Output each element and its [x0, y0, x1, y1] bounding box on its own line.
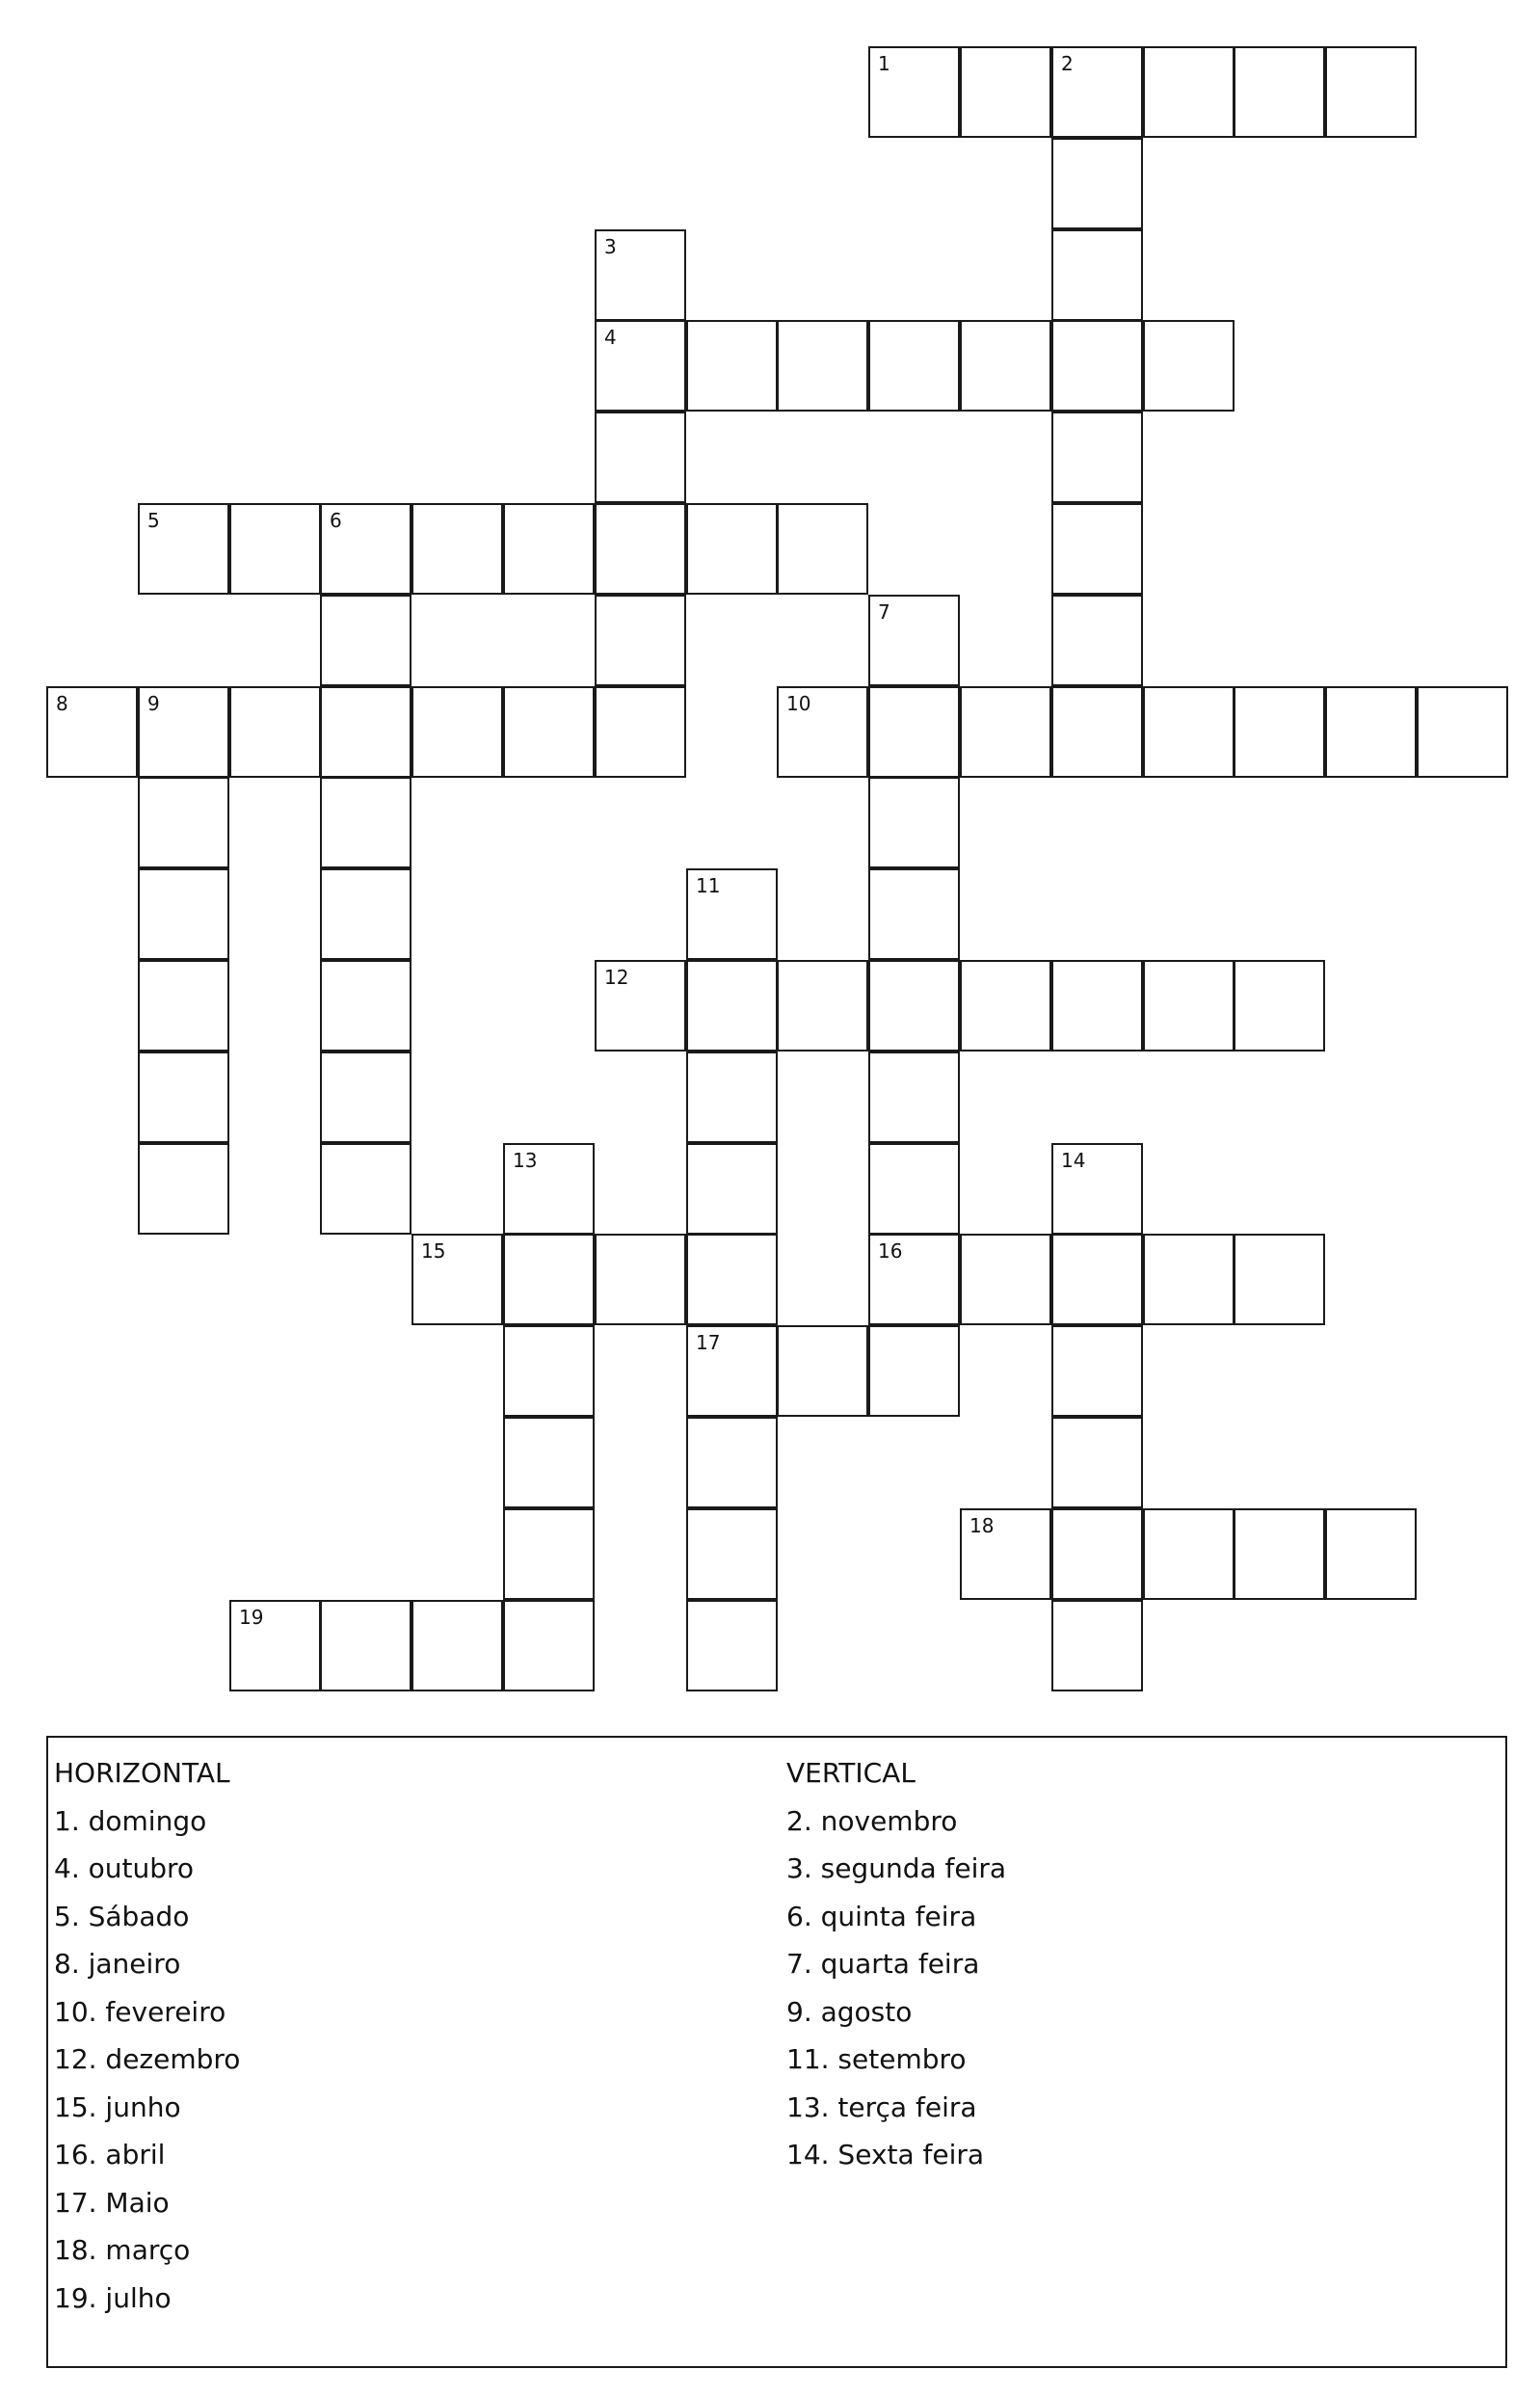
clue-number: 1: [878, 52, 890, 75]
vertical-clue: 6. quinta feira: [786, 1900, 977, 1932]
crossword-cell[interactable]: [1051, 1600, 1143, 1691]
crossword-cell[interactable]: [1143, 320, 1235, 412]
crossword-cell[interactable]: [777, 320, 868, 412]
crossword-cell[interactable]: [320, 1052, 412, 1143]
crossword-cell[interactable]: [138, 960, 229, 1052]
crossword-cell[interactable]: [1051, 1417, 1143, 1508]
crossword-cell[interactable]: [138, 686, 229, 778]
crossword-cell[interactable]: [1051, 412, 1143, 503]
crossword-cell[interactable]: [595, 412, 686, 503]
crossword-cell[interactable]: [1325, 1508, 1417, 1600]
crossword-cell[interactable]: [229, 503, 321, 595]
crossword-cell[interactable]: [868, 777, 960, 868]
crossword-cell[interactable]: [868, 1143, 960, 1235]
crossword-cell[interactable]: [777, 960, 868, 1052]
clue-number: 13: [513, 1149, 538, 1172]
crossword-cell[interactable]: [503, 1234, 595, 1325]
crossword-cell[interactable]: [868, 1052, 960, 1143]
horizontal-clue: 17. Maio: [54, 2186, 170, 2219]
clue-number: 18: [969, 1514, 995, 1537]
crossword-cell[interactable]: [1325, 46, 1417, 138]
crossword-cell[interactable]: [46, 686, 138, 778]
vertical-clue: 7. quarta feira: [786, 1948, 980, 1980]
crossword-cell[interactable]: [503, 686, 595, 778]
crossword-cell[interactable]: [868, 1234, 960, 1325]
crossword-cell[interactable]: [868, 46, 960, 138]
crossword-cell[interactable]: [686, 1600, 778, 1691]
horizontal-clue: 10. fevereiro: [54, 1995, 226, 2028]
crossword-cell[interactable]: [138, 868, 229, 960]
crossword-cell[interactable]: [960, 1508, 1051, 1600]
crossword-cell[interactable]: [1051, 1325, 1143, 1417]
crossword-cell[interactable]: [595, 595, 686, 686]
crossword-cell[interactable]: [1051, 46, 1143, 138]
crossword-cell[interactable]: [777, 1325, 868, 1417]
crossword-cell[interactable]: [229, 686, 321, 778]
clue-number: 19: [239, 1606, 264, 1629]
horizontal-clue: 18. março: [54, 2234, 191, 2266]
crossword-cell[interactable]: [777, 503, 868, 595]
clue-number: 6: [330, 509, 342, 532]
clue-number: 7: [878, 600, 890, 624]
clue-number: 4: [604, 326, 617, 349]
vertical-clue: 9. agosto: [786, 1995, 913, 2028]
crossword-cell[interactable]: [1051, 686, 1143, 778]
clue-number: 15: [421, 1239, 446, 1263]
vertical-clue: 13. terça feira: [786, 2090, 977, 2123]
crossword-cell[interactable]: [1143, 686, 1235, 778]
crossword-cell[interactable]: [868, 686, 960, 778]
crossword-cell[interactable]: [686, 1508, 778, 1600]
clue-number: 5: [147, 509, 160, 532]
horizontal-clue: 1. domingo: [54, 1804, 207, 1837]
crossword-cell[interactable]: [960, 1234, 1051, 1325]
clue-number: 12: [604, 966, 629, 989]
crossword-cell[interactable]: [777, 686, 868, 778]
clue-number: 2: [1061, 52, 1074, 75]
crossword-cell[interactable]: [1051, 320, 1143, 412]
crossword-cell[interactable]: [1143, 1508, 1235, 1600]
crossword-cell[interactable]: [1234, 1234, 1325, 1325]
vertical-clue: 2. novembro: [786, 1804, 958, 1837]
crossword-cell[interactable]: [686, 320, 778, 412]
crossword-cell[interactable]: [960, 320, 1051, 412]
crossword-cell[interactable]: [1051, 1234, 1143, 1325]
crossword-cell[interactable]: [229, 1600, 321, 1691]
horizontal-clue: 5. Sábado: [54, 1900, 190, 1932]
clue-number: 3: [604, 235, 617, 258]
crossword-cell[interactable]: [320, 960, 412, 1052]
crossword-cell[interactable]: [868, 960, 960, 1052]
crossword-cell[interactable]: [686, 1325, 778, 1417]
crossword-cell[interactable]: [412, 1234, 503, 1325]
vertical-clue: 3. segunda feira: [786, 1852, 1007, 1884]
crossword-cell[interactable]: [138, 503, 229, 595]
crossword-cell[interactable]: [595, 229, 686, 321]
crossword-cell[interactable]: [320, 777, 412, 868]
crossword-cell[interactable]: [1234, 686, 1325, 778]
crossword-cell[interactable]: [686, 1417, 778, 1508]
crossword-cell[interactable]: [686, 503, 778, 595]
crossword-cell[interactable]: [1051, 1508, 1143, 1600]
crossword-cell[interactable]: [503, 503, 595, 595]
crossword-cell[interactable]: [686, 868, 778, 960]
crossword-cell[interactable]: [503, 1143, 595, 1235]
crossword-cell[interactable]: [686, 1234, 778, 1325]
crossword-cell[interactable]: [686, 1052, 778, 1143]
crossword-cell[interactable]: [320, 868, 412, 960]
crossword-cell[interactable]: [138, 1143, 229, 1235]
crossword-cell[interactable]: [686, 960, 778, 1052]
crossword-cell[interactable]: [138, 777, 229, 868]
crossword-cell[interactable]: [1143, 1234, 1235, 1325]
vertical-clues: [786, 1749, 1006, 2179]
crossword-cell[interactable]: [503, 1325, 595, 1417]
crossword-cell[interactable]: [320, 595, 412, 686]
vertical-clue: 11. setembro: [786, 2043, 967, 2075]
crossword-cell[interactable]: [595, 1234, 686, 1325]
clues-box: [46, 1736, 1507, 2368]
crossword-cell[interactable]: [595, 320, 686, 412]
crossword-cell[interactable]: [1051, 229, 1143, 321]
crossword-cell[interactable]: [1234, 960, 1325, 1052]
clue-number: 10: [786, 692, 811, 715]
clue-number: 17: [696, 1331, 721, 1354]
crossword-cell[interactable]: [1234, 1508, 1325, 1600]
crossword-cell[interactable]: [1143, 960, 1235, 1052]
horizontal-clue: 19. julho: [54, 2281, 172, 2314]
crossword-cell[interactable]: [320, 503, 412, 595]
clue-number: 14: [1061, 1149, 1086, 1172]
vertical-heading: VERTICAL: [786, 1757, 916, 1789]
horizontal-clue: 8. janeiro: [54, 1948, 181, 1980]
crossword-cell[interactable]: [412, 686, 503, 778]
crossword-cell[interactable]: [1143, 46, 1235, 138]
crossword-cell[interactable]: [1051, 595, 1143, 686]
crossword-cell[interactable]: [138, 1052, 229, 1143]
crossword-cell[interactable]: [960, 960, 1051, 1052]
horizontal-heading: HORIZONTAL: [54, 1757, 230, 1789]
crossword-cell[interactable]: [1051, 138, 1143, 229]
clue-number: 16: [878, 1239, 903, 1263]
crossword-cell[interactable]: [1051, 503, 1143, 595]
crossword-cell[interactable]: [595, 686, 686, 778]
crossword-cell[interactable]: [868, 1325, 960, 1417]
crossword-cell[interactable]: [1234, 46, 1325, 138]
crossword-cell[interactable]: [320, 686, 412, 778]
crossword-cell[interactable]: [868, 320, 960, 412]
crossword-cell[interactable]: [503, 1417, 595, 1508]
crossword-cell[interactable]: [868, 595, 960, 686]
horizontal-clue: 16. abril: [54, 2139, 166, 2170]
crossword-cell[interactable]: [503, 1508, 595, 1600]
clue-number: 11: [696, 874, 721, 897]
crossword-cell[interactable]: [503, 1600, 595, 1691]
crossword-cell[interactable]: [686, 1143, 778, 1235]
clue-number: 8: [56, 692, 68, 715]
crossword-cell[interactable]: [412, 503, 503, 595]
crossword-cell[interactable]: [1051, 960, 1143, 1052]
clue-number: 9: [147, 692, 160, 715]
crossword-cell[interactable]: [1417, 686, 1508, 778]
vertical-clue: 14. Sexta feira: [786, 2139, 985, 2170]
crossword-cell[interactable]: [960, 46, 1051, 138]
crossword-cell[interactable]: [868, 868, 960, 960]
horizontal-clue: 15. junho: [54, 2090, 181, 2123]
crossword-cell[interactable]: [1325, 686, 1417, 778]
crossword-cell[interactable]: [595, 960, 686, 1052]
horizontal-clue: 4. outubro: [54, 1852, 195, 1884]
crossword-cell[interactable]: [595, 503, 686, 595]
crossword-cell[interactable]: [1051, 1143, 1143, 1235]
horizontal-clue: 12. dezembro: [54, 2043, 241, 2075]
crossword-cell[interactable]: [412, 1600, 503, 1691]
crossword-cell[interactable]: [320, 1143, 412, 1235]
crossword-cell[interactable]: [960, 686, 1051, 778]
crossword-cell[interactable]: [320, 1600, 412, 1691]
horizontal-clues: [54, 1749, 240, 2322]
